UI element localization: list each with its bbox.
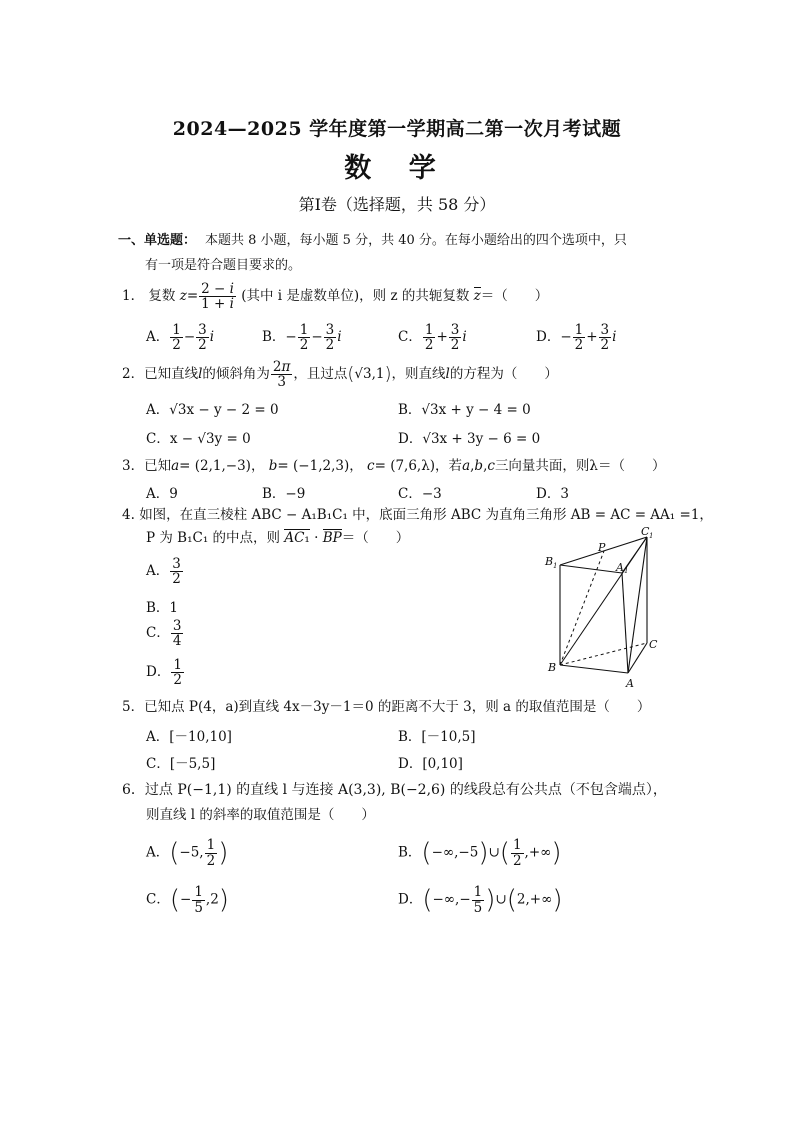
svg-text:C: C [649,638,658,651]
subject-title: 数 学 [344,153,450,184]
question-1: 1． 复数 z= $\frac{2 - i}{1 + i}$ (其中 i 是虚数单位)，则 z 的共轭复数 z＝（ ） [122,281,549,313]
svg-text:P: P [598,541,606,554]
q1-option-c[interactable]: C． $\frac{1}{2}$ + $\frac{3}{2}$ i [398,322,467,354]
q2-option-c[interactable]: C．x − √3y = 0 [146,431,251,447]
question-4-line-2: P 为 B₁C₁ 的中点，则 AC₁ · BP＝（ ） [146,530,410,546]
q6-option-d[interactable]: D．(−∞,− $\frac{1}{5}$ )∪(2,+∞) [398,884,563,916]
q5-option-d[interactable]: D．[0,10] [398,756,463,772]
q5-option-c[interactable]: C．[－5,5] [146,756,216,772]
question-text: ＝（ ） [480,288,549,305]
q4-option-c[interactable]: C． $\frac{3}{4}$ [146,618,182,650]
part-title: 第Ⅰ卷（选择题，共 58 分） [298,195,496,214]
svg-text:1: 1 [649,532,654,540]
question-6-line-2: 则直线 l 的斜率的取值范围是（ ） [146,807,375,823]
q6-option-b[interactable]: B．(−∞,−5)∪( $\frac{1}{2}$ ,+∞) [398,837,562,869]
section-heading: 一、单选题： [118,233,197,248]
question-2: 2．已知直线l的倾斜角为 $\frac{2\pi}{3}$ ，且过点(√3,1)，则直线l的方程为（ ） [122,359,558,391]
q2-option-d[interactable]: D．√3x + 3y − 6 = 0 [398,431,541,447]
q1-option-b[interactable]: B．− $\frac{1}{2}$ − $\frac{3}{2}$ i [262,322,342,354]
q3-option-c[interactable]: C．−3 [398,486,442,502]
q4-option-d[interactable]: D． $\frac{1}{2}$ [146,657,182,689]
q5-option-b[interactable]: B．[－10,5] [398,729,476,745]
q2-option-a[interactable]: A．√3x − y − 2 = 0 [146,402,279,418]
q6-option-c[interactable]: C．(− $\frac{1}{5}$ ,2) [146,884,229,916]
q1-option-a[interactable]: A． $\frac{1}{2}$ − $\frac{3}{2}$ i [146,322,215,354]
svg-text:C: C [641,525,650,538]
q2-option-b[interactable]: B．√3x + y − 4 = 0 [398,402,531,418]
section-instructions-1: 本题共 8 小题，每小题 5 分，共 40 分。在每小题给出的四个选项中，只 [205,233,627,248]
section-instructions-2: 有一项是符合题目要求的。 [145,258,302,273]
q1-option-d[interactable]: D．− $\frac{1}{2}$ + $\frac{3}{2}$ i [536,322,617,354]
question-4-line-1: 4. 如图，在直三棱柱 ABC − A₁B₁C₁ 中，底面三角形 ABC 为直角三角形 AB = AC = AA₁ =1， [122,507,713,523]
q3-option-a[interactable]: A．9 [146,486,178,502]
svg-text:1: 1 [624,567,629,575]
question-3: 3．已知a= (2,1,−3)， b= (−1,2,3)， c= (7,6,λ)，若a,b,c三向量共面，则λ＝（ ） [122,458,666,474]
q3-option-b[interactable]: B．−9 [262,486,306,502]
svg-text:A: A [626,677,634,690]
q4-option-b[interactable]: B．1 [146,600,179,616]
prism-figure [530,525,670,690]
svg-text:A: A [616,561,624,574]
svg-text:1: 1 [553,562,558,570]
q3-option-d[interactable]: D．3 [536,486,569,502]
question-6-line-1: 6．过点 P(−1,1) 的直线 l 与连接 A(3,3), B(−2,6) 的线段总有公共点（不包含端点）， [122,782,667,798]
exam-title: 2024—2025 学年度第一学期高二第一次月考试题 [172,118,622,140]
svg-text:B: B [548,661,557,674]
question-text: (其中 i 是虚数单位)，则 z 的共轭复数 [241,288,470,305]
svg-text:B: B [545,555,554,568]
question-text: 复数 [148,288,176,305]
q4-option-a[interactable]: A． $\frac{3}{2}$ [146,556,181,588]
question-number: 1． [122,288,145,305]
q6-option-a[interactable]: A．(−5, $\frac{1}{2}$ ) [146,837,229,869]
question-5: 5．已知点 P(4，a)到直线 4x－3y－1＝0 的距离不大于 3，则 a 的取值范围是（ ） [122,699,651,715]
q5-option-a[interactable]: A．[－10,10] [146,729,232,745]
